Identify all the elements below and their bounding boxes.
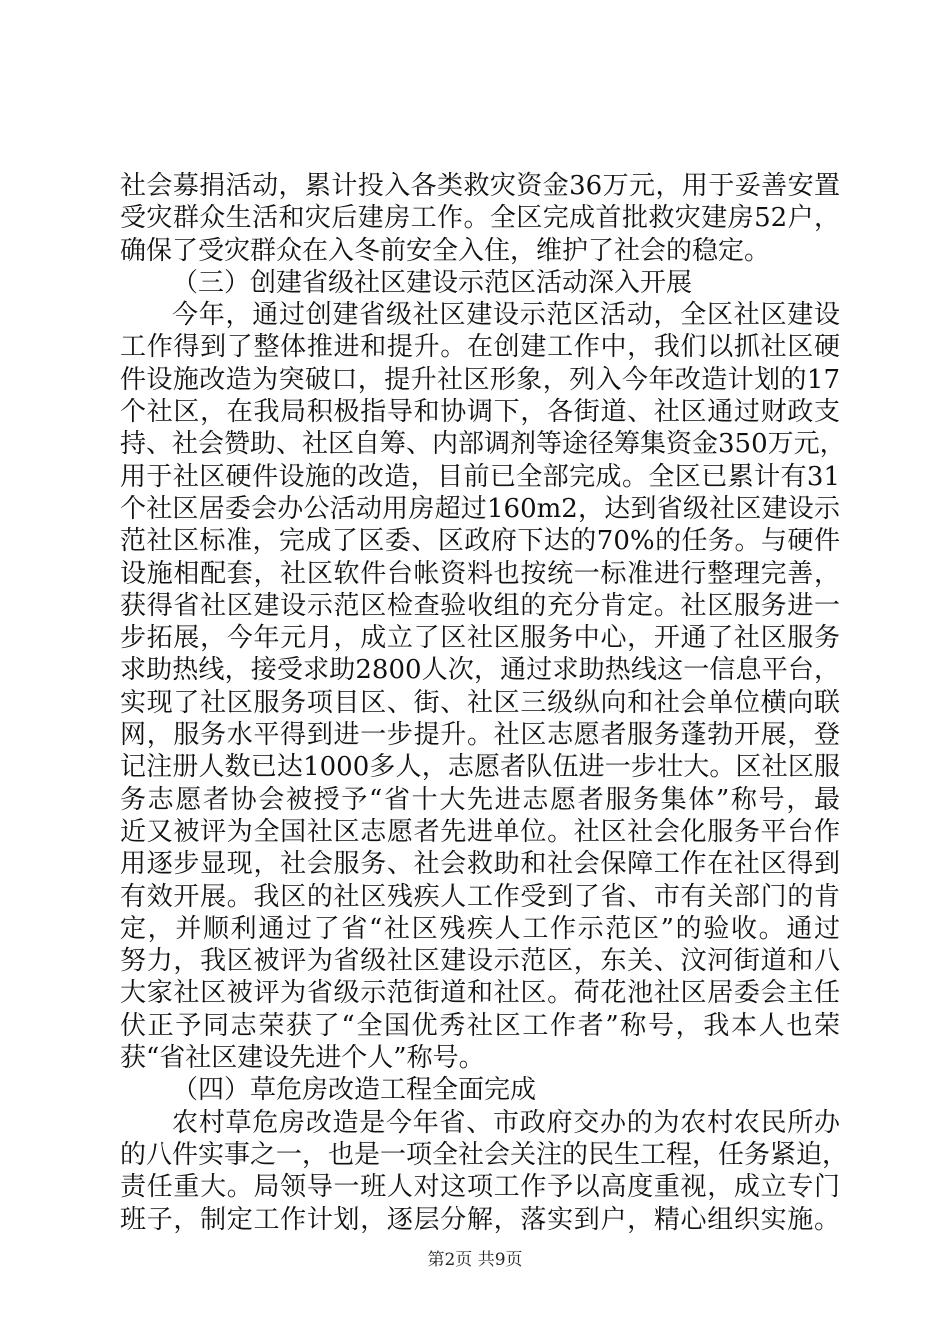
- section-heading: （四）草危房改造工程全面完成: [172, 1075, 537, 1106]
- text-line: 近又被评为全国社区志愿者先进单位。社区社会化服务平台作: [120, 816, 840, 847]
- text-line: 范社区标准，完成了区委、区政府下达的70%的任务。与硬件: [120, 526, 840, 557]
- text-line: 持、社会赞助、社区自筹、内部调剂等途径筹集资金350万元，: [120, 429, 846, 460]
- text-line: 个社区，在我局积极指导和协调下，各街道、社区通过财政支: [120, 397, 840, 428]
- text-line: 设施相配套，社区软件台帐资料也按统一标准进行整理完善，: [120, 558, 840, 589]
- text-line: 责任重大。局领导一班人对这项工作予以高度重视，成立专门: [120, 1172, 840, 1203]
- text-line: 定，并顺利通过了省“社区残疾人工作示范区”的验收。通过: [120, 913, 840, 944]
- text-line: 网，服务水平得到进一步提升。社区志愿者服务蓬勃开展，登: [120, 720, 840, 751]
- text-line: 件设施改造为突破口，提升社区形象，列入今年改造计划的17: [120, 364, 840, 395]
- text-line: 受灾群众生活和灾后建房工作。全区完成首批救灾建房52户，: [120, 203, 840, 234]
- text-line: 确保了受灾群众在入冬前安全入住，维护了社会的稳定。: [120, 235, 771, 266]
- text-line: 获“省社区建设先进个人”称号。: [120, 1043, 485, 1074]
- text-line: 个社区居委会办公活动用房超过160m2，达到省级社区建设示: [120, 493, 840, 524]
- text-line: 步拓展，今年元月，成立了区社区服务中心，开通了社区服务: [120, 623, 840, 654]
- text-line: 努力，我区被评为省级社区建设示范区，东关、汶河街道和八: [120, 946, 840, 977]
- text-line: 用逐步显现，社会服务、社会救助和社会保障工作在社区得到: [120, 849, 840, 880]
- text-line: 今年，通过创建省级社区建设示范区活动，全区社区建设: [172, 300, 840, 331]
- text-line: 的八件实事之一，也是一项全社会关注的民生工程，任务紧迫，: [120, 1139, 849, 1170]
- text-line: 伏正予同志荣获了“全国优秀社区工作者”称号，我本人也荣: [120, 1010, 840, 1041]
- text-line: 求助热线，接受求助2800人次，通过求助热线这一信息平台，: [120, 655, 840, 686]
- text-line: 务志愿者协会被授予“省十大先进志愿者服务集体”称号，最: [120, 784, 840, 815]
- page-footer: 第2页 共9页: [427, 1250, 523, 1270]
- text-line: 大家社区被评为省级示范街道和社区。荷花池社区居委会主任: [120, 978, 840, 1009]
- text-line: 用于社区硬件设施的改造，目前已全部完成。全区已累计有31: [120, 461, 840, 492]
- text-line: 工作得到了整体推进和提升。在创建工作中，我们以抓社区硬: [120, 332, 840, 363]
- section-heading: （三）创建省级社区建设示范区活动深入开展: [172, 267, 693, 298]
- text-line: 记注册人数已达1000多人，志愿者队伍进一步壮大。区社区服: [120, 752, 840, 783]
- text-line: 农村草危房改造是今年省、市政府交办的为农村农民所办: [172, 1107, 840, 1138]
- text-line: 实现了社区服务项目区、街、社区三级纵向和社会单位横向联: [120, 687, 840, 718]
- text-line: 班子，制定工作计划，逐层分解，落实到户，精心组织实施。: [120, 1204, 840, 1235]
- text-line: 社会募捐活动，累计投入各类救灾资金36万元，用于妥善安置: [120, 171, 840, 201]
- document-body: [120, 170, 849, 1236]
- text-line: 有效开展。我区的社区残疾人工作受到了省、市有关部门的肯: [120, 881, 840, 912]
- text-line: 获得省社区建设示范区检查验收组的充分肯定。社区服务进一: [120, 590, 840, 621]
